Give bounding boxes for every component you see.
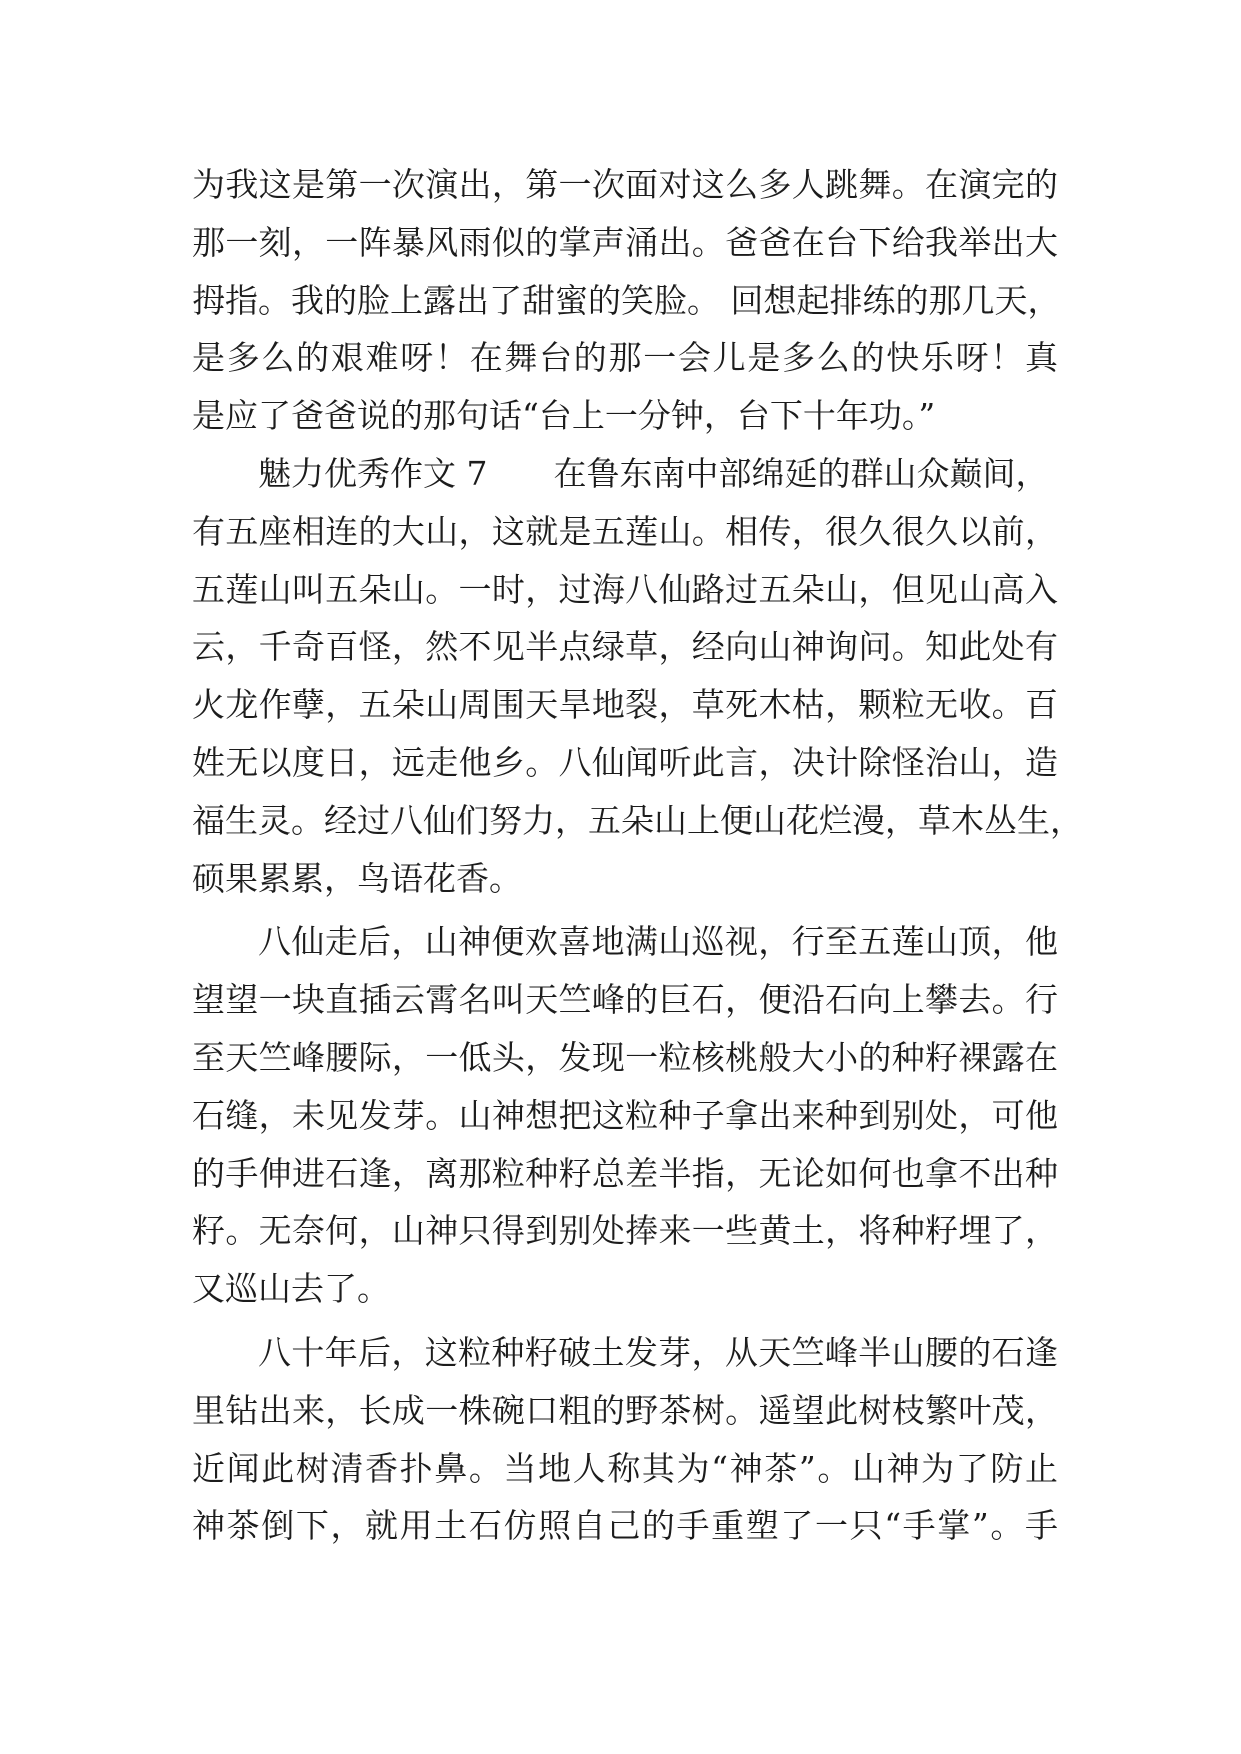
paragraph (192, 445, 1083, 907)
text-line: 云，千奇百怪，然不见半点绿草，经向山神询问。知此处有 (192, 627, 1058, 667)
paragraph (192, 913, 1058, 1318)
text-line: 近闻此树清香扑鼻。当地人称其为“神茶”。山神为了防止 (192, 1448, 1058, 1488)
text-line: 五莲山叫五朵山。一时，过海八仙路过五朵山，但见山高入 (192, 569, 1058, 609)
text-line: 又巡山去了。 (192, 1269, 390, 1309)
text-line: 福生灵。经过八仙们努力，五朵山上便山花烂漫，草木丛生， (192, 800, 1083, 840)
text-line: 望望一块直插云霄名叫天竺峰的巨石，便沿石向上攀去。行 (192, 980, 1058, 1020)
text-line: 魅力优秀作文 7 在鲁东南中部绵延的群山众巅间， (258, 453, 1049, 493)
text-line: 八仙走后，山神便欢喜地满山巡视，行至五莲山顶，他 (258, 922, 1058, 962)
text-line: 八十年后，这粒种籽破土发芽，从天竺峰半山腰的石逢 (258, 1332, 1058, 1372)
text-line: 至天竺峰腰际，一低头，发现一粒核桃般大小的种籽裸露在 (192, 1037, 1058, 1077)
paragraph (192, 1324, 1058, 1555)
text-line: 姓无以度日，远走他乡。八仙闻听此言，决计除怪治山，造 (192, 742, 1058, 782)
text-line: 的手伸进石逢，离那粒种籽总差半指，无论如何也拿不出种 (192, 1153, 1058, 1193)
text-line: 是多么的艰难呀！在舞台的那一会儿是多么的快乐呀！真 (192, 338, 1058, 378)
text-line: 为我这是第一次演出，第一次面对这么多人跳舞。在演完的 (192, 165, 1058, 204)
text-line: 那一刻，一阵暴风雨似的掌声涌出。爸爸在台下给我举出大 (192, 222, 1058, 262)
text-line: 是应了爸爸说的那句话“台上一分钟，台下十年功。” (192, 396, 936, 436)
text-line: 有五座相连的大山，这就是五莲山。相传，很久很久以前， (192, 511, 1058, 551)
paragraph (192, 156, 1061, 445)
text-line: 拇指。我的脸上露出了甜蜜的笑脸。 回想起排练的那几天， (192, 280, 1061, 320)
text-line: 神茶倒下，就用土石仿照自己的手重塑了一只“手掌”。手 (192, 1506, 1058, 1546)
text-line: 火龙作孽，五朵山周围天旱地裂，草死木枯，颗粒无收。百 (192, 685, 1058, 725)
text-line: 石缝，未见发芽。山神想把这粒种子拿出来种到别处，可他 (192, 1095, 1058, 1135)
text-line: 籽。无奈何，山神只得到别处捧来一些黄土，将种籽埋了， (192, 1211, 1058, 1251)
body-text (192, 156, 1083, 1555)
text-line: 硕果累累，鸟语花香。 (192, 858, 522, 898)
text-line: 里钻出来，长成一株碗口粗的野茶树。遥望此树枝繁叶茂， (192, 1390, 1058, 1430)
